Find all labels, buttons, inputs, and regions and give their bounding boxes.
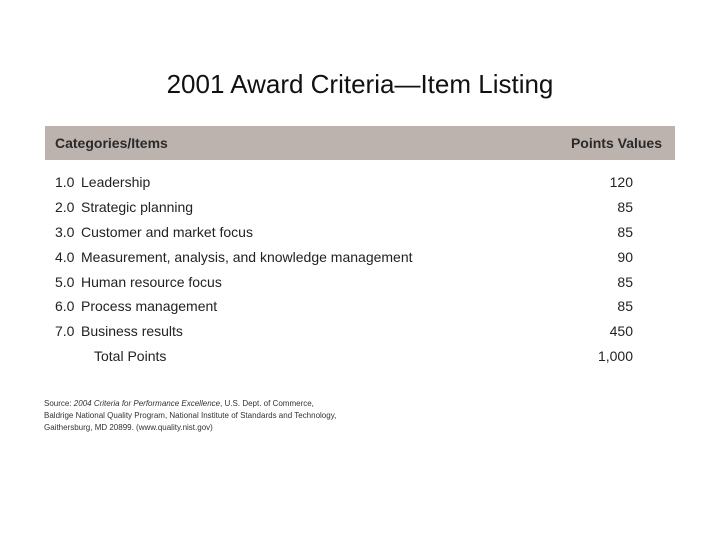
page-title: 2001 Award Criteria—Item Listing — [166, 69, 554, 100]
item-points: 85 — [617, 298, 633, 315]
total-row — [45, 344, 675, 369]
source-publication: 2004 Criteria for Performance Excellence — [73, 399, 221, 408]
item-number: 7.0 — [55, 323, 75, 340]
table-row — [45, 220, 675, 245]
table-row — [45, 319, 675, 344]
table-row — [45, 170, 675, 195]
item-points: 85 — [617, 223, 633, 240]
source-line-3: Gaithersburg, MD 20899. (www.quality.nist.gov) — [44, 423, 213, 432]
table-row — [45, 294, 675, 319]
item-points: 120 — [609, 174, 633, 191]
source-line-1-rest: , U.S. Dept. of Commerce, — [220, 399, 314, 408]
item-label: Strategic planning — [81, 199, 194, 216]
table-row — [45, 244, 675, 269]
item-number: 5.0 — [55, 273, 75, 290]
source-line-2: Baldrige National Quality Program, National Institute of Standards and Technology, — [44, 411, 337, 420]
item-label: Measurement, analysis, and knowledge management — [81, 248, 413, 265]
total-points: 1,000 — [597, 347, 633, 364]
item-points: 450 — [609, 323, 633, 340]
item-label: Process management — [81, 298, 218, 315]
item-label: Leadership — [81, 174, 151, 191]
item-number: 3.0 — [55, 223, 75, 240]
source-line-1 — [44, 398, 404, 410]
item-number: 1.0 — [55, 174, 75, 191]
item-number: 6.0 — [55, 298, 75, 315]
item-label: Business results — [81, 323, 183, 340]
table-body — [45, 160, 675, 368]
source-prefix: Source: — [44, 399, 74, 408]
header-points: Points Values — [570, 135, 662, 151]
item-number: 4.0 — [55, 248, 75, 265]
header-categories: Categories/Items — [55, 135, 168, 151]
table-row — [45, 269, 675, 294]
item-points: 85 — [617, 199, 633, 216]
item-number: 2.0 — [55, 199, 75, 216]
item-label: Human resource focus — [81, 273, 222, 290]
criteria-table — [45, 126, 675, 368]
item-label: Customer and market focus — [81, 223, 253, 240]
total-label: Total Points — [94, 347, 167, 364]
source-note — [44, 398, 404, 434]
table-row — [45, 195, 675, 220]
item-points: 85 — [617, 273, 633, 290]
item-points: 90 — [617, 248, 633, 265]
table-header — [45, 126, 675, 160]
